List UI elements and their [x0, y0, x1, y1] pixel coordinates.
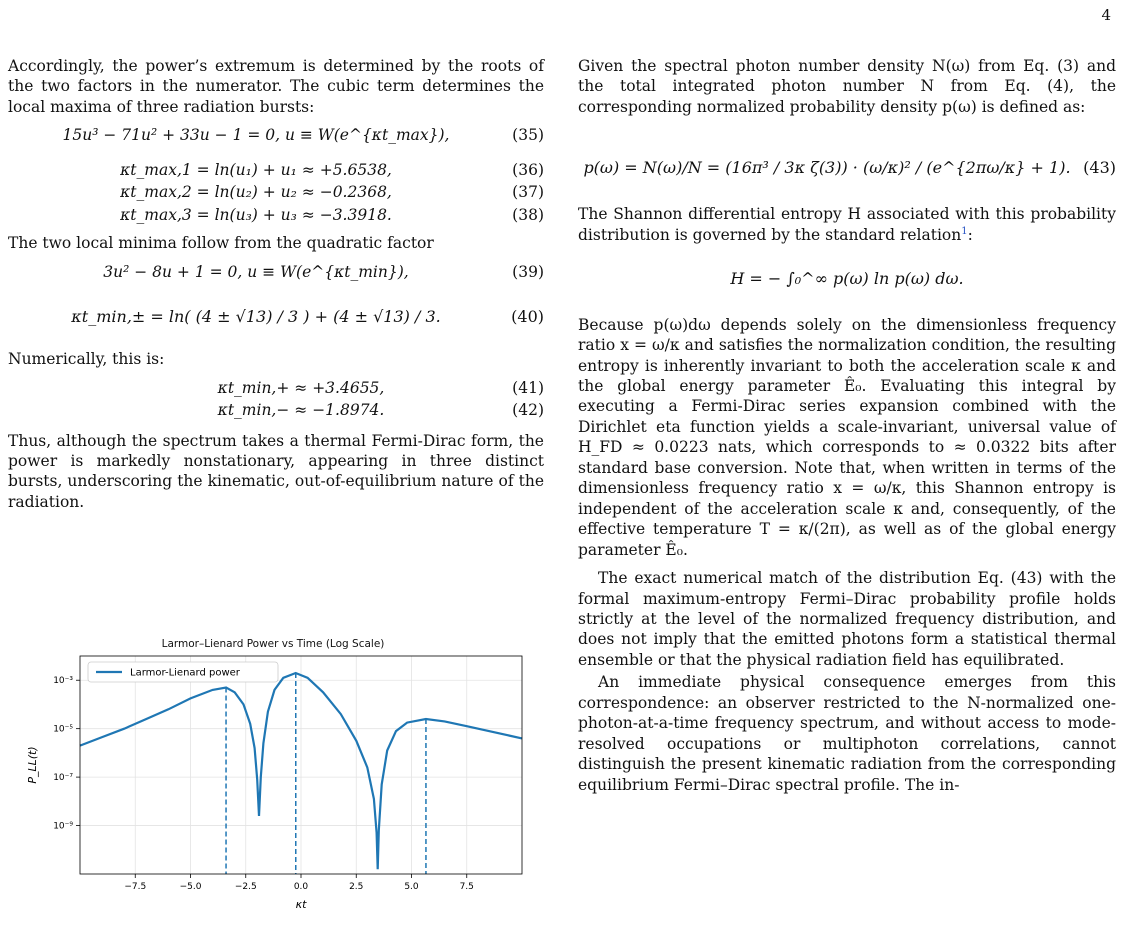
equation-40	[8, 306, 544, 327]
equation-40-number: (40)	[511, 307, 544, 327]
x-tick-label: −5.0	[179, 882, 202, 892]
equation-43-number: (43)	[1083, 158, 1116, 178]
page-number: 4	[1101, 6, 1111, 24]
chart-ticks	[53, 676, 474, 892]
equation-41-number: (41)	[512, 378, 544, 397]
equation-38	[8, 205, 544, 225]
footnote-link[interactable]: 1	[961, 225, 968, 237]
equation-41-body: κt_min,+ ≈ +3.4655,	[217, 378, 385, 397]
x-tick-label: −7.5	[124, 882, 147, 892]
equation-37-number: (37)	[512, 183, 544, 202]
right-paragraph-2-end: :	[967, 226, 973, 245]
y-axis-label: P_LL(t)	[26, 746, 39, 784]
right-paragraph-2	[578, 204, 1116, 245]
right-column	[578, 56, 1116, 797]
x-tick-label: 2.5	[349, 882, 364, 892]
legend-label: Larmor-Lienard power	[130, 667, 240, 679]
right-paragraph-3: Because p(ω)dω depends solely on the dimensionless frequency ratio x = ω/κ and satisfies the normalization condition, the resulting entropy is inherently invariant to both the acceleration scale κ and the global energy parameter Ê₀. Evaluating this integral by executing a Fermi-Dirac series expansion combined with the Dirichlet eta function yields a scale-invariant, universal value of H_FD ≈ 0.0223 nats, which corresponds to ≈ 0.0322 bits after standard base conversion. Note that, when written in terms of the dimensionless frequency ratio x = ω/κ, this Shannon entropy is independent of the acceleration scale κ and, consequently, of the effective temperature T = κ/(2π), as well as of the global energy parameter Ê₀.	[578, 315, 1116, 559]
right-paragraph-4: The exact numerical match of the distribution Eq. (43) with the formal maximum-entropy Fermi–Dirac probability profile holds strictly at the level of the normalized frequency distribution, and does not imply that the emitted photons form a statistical thermal ensemble or that the physical radiation field has equilibrated.	[578, 569, 1116, 669]
right-paragraph-1: Given the spectral photon number density N(ω) from Eq. (3) and the total integrated photon number N from Eq. (4), the corresponding normalized probability density p(ω) is defined as:	[578, 57, 1116, 116]
left-paragraph-1: Accordingly, the power’s extremum is determined by the roots of the two factors in the numerator. The cubic term determines the local maxima of three radiation bursts:	[8, 57, 544, 116]
equation-35-number: (35)	[512, 126, 544, 145]
equation-42	[8, 400, 544, 420]
equation-42-body: κt_min,− ≈ −1.8974.	[217, 401, 385, 420]
equation-43-body: p(ω) = N(ω)/N = (16π³ / 3κ ζ(3)) · (ω/κ)² / (e^{2πω/κ} + 1).	[583, 158, 1071, 178]
x-tick-label: 5.0	[404, 882, 419, 892]
chart-title: Larmor–Lienard Power vs Time (Log Scale)	[161, 638, 385, 650]
x-axis-label: κt	[295, 898, 307, 911]
entropy-equation-body: H = − ∫₀^∞ p(ω) ln p(ω) dω.	[730, 268, 964, 288]
y-tick-label: 10⁻⁹	[53, 821, 73, 832]
x-tick-label: 0.0	[293, 882, 309, 892]
x-tick-label: −2.5	[234, 882, 257, 892]
equation-36	[8, 160, 544, 180]
equation-42-number: (42)	[512, 401, 544, 420]
left-paragraph-3: Numerically, this is:	[8, 350, 165, 369]
equation-36-number: (36)	[512, 160, 544, 179]
equation-37	[8, 182, 544, 202]
equation-37-body: κt_max,2 = ln(u₂) + u₂ ≈ −0.2368,	[120, 183, 392, 202]
power-chart	[8, 634, 538, 914]
equation-39	[8, 262, 544, 282]
left-paragraph-4: Thus, although the spectrum takes a thermal Fermi-Dirac form, the power is markedly nonstationary, appearing in three distinct bursts, underscoring the kinematic, out-of-equilibrium nature of the radiation.	[8, 431, 544, 511]
equation-38-body: κt_max,3 = ln(u₃) + u₃ ≈ −3.3918.	[120, 205, 392, 224]
entropy-equation	[578, 268, 1116, 289]
y-tick-label: 10⁻⁷	[53, 773, 73, 784]
chart-legend	[88, 662, 278, 682]
equation-40-body: κt_min,± = ln( (4 ± √13) / 3 ) + (4 ± √13) / 3.	[71, 307, 441, 327]
equation-36-body: κt_max,1 = ln(u₁) + u₁ ≈ +5.6538,	[120, 160, 392, 179]
power-figure	[8, 634, 538, 914]
equation-41	[8, 378, 544, 398]
equation-39-body: 3u² − 8u + 1 = 0, u ≡ W(e^{κt_min}),	[103, 262, 409, 281]
y-tick-label: 10⁻³	[53, 676, 73, 687]
equation-35-body: 15u³ − 71u² + 33u − 1 = 0, u ≡ W(e^{κt_max}),	[62, 126, 450, 145]
equation-43	[578, 157, 1116, 178]
x-tick-label: 7.5	[459, 882, 474, 892]
y-tick-label: 10⁻⁵	[53, 724, 73, 735]
equation-35	[8, 125, 544, 145]
left-paragraph-2: The two local minima follow from the quadratic factor	[8, 234, 434, 253]
right-paragraph-2-text: The Shannon differential entropy H associated with this probability distribution is governed by the standard relation	[578, 205, 1116, 245]
chart-grid	[80, 656, 522, 874]
left-column	[8, 56, 544, 520]
equation-39-number: (39)	[512, 262, 544, 281]
equation-38-number: (38)	[512, 205, 544, 224]
right-paragraph-5: An immediate physical consequence emerges from this correspondence: an observer restricted to the N-normalized one-photon-at-a-time frequency spectrum, and without access to mode-resolved occupations or multiphoton correlations, cannot distinguish the present kinematic radiation from the corresponding equilibrium Fermi–Dirac spectral profile. The in-	[578, 673, 1116, 794]
